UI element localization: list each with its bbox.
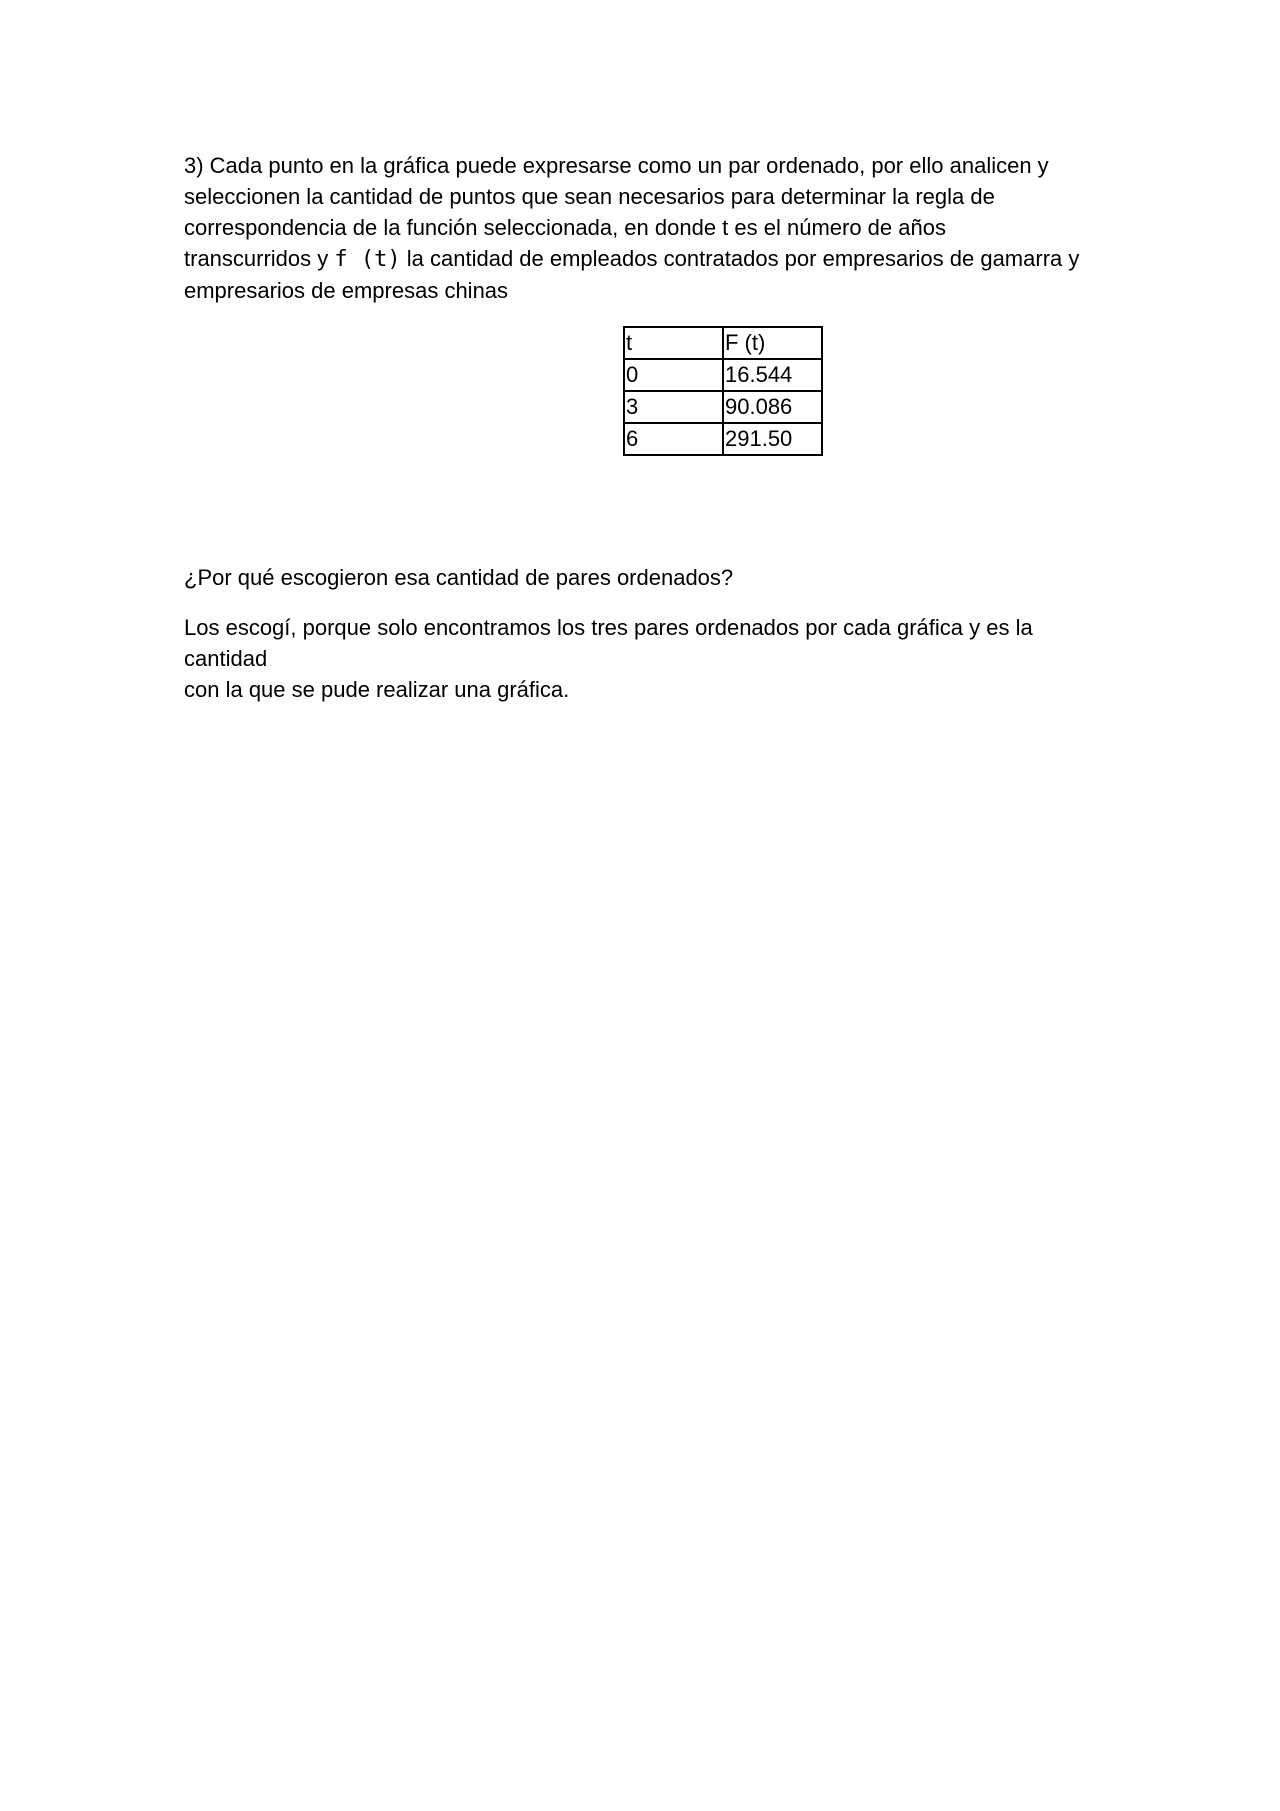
- ordered-pairs-table: [623, 326, 823, 456]
- table-cell-ft: 16.544: [723, 359, 822, 391]
- table-header-t: t: [624, 327, 723, 359]
- question-3-line-4-start: transcurridos y: [184, 246, 329, 271]
- question-3-text: [184, 150, 1096, 306]
- table-header-row: [624, 327, 822, 359]
- answer-line-2: con la que se pude realizar una gráfica.: [184, 677, 570, 702]
- question-3-line-1: 3) Cada punto en la gráfica puede expresarse como un par ordenado, por ello analicen y: [184, 153, 1049, 178]
- answer-line-1: Los escogí, porque solo encontramos los tres pares ordenados por cada gráfica y es la cantidad: [184, 615, 1033, 671]
- table-cell-ft: 90.086: [723, 391, 822, 423]
- function-notation: f (t): [334, 247, 401, 272]
- question-3-line-4: [184, 243, 1096, 275]
- question-3-line-3: correspondencia de la función seleccionada, en donde t es el número de años: [184, 215, 946, 240]
- followup-answer: [184, 612, 1096, 705]
- table-row: [624, 423, 822, 455]
- followup-question: ¿Por qué escogieron esa cantidad de pares ordenados?: [184, 565, 734, 590]
- table-cell-t: 6: [624, 423, 723, 455]
- table-cell-t: 3: [624, 391, 723, 423]
- table-row: [624, 391, 822, 423]
- table-cell-t: 0: [624, 359, 723, 391]
- question-3-line-4-end: la cantidad de empleados contratados por empresarios de gamarra y: [406, 246, 1080, 271]
- table-header-ft: F (t): [723, 327, 822, 359]
- table-row: [624, 359, 822, 391]
- question-3-line-2: seleccionen la cantidad de puntos que sean necesarios para determinar la regla de: [184, 184, 995, 209]
- question-3-block: [184, 150, 1096, 306]
- question-3-line-5: empresarios de empresas chinas: [184, 278, 509, 303]
- table-cell-ft: 291.50: [723, 423, 822, 455]
